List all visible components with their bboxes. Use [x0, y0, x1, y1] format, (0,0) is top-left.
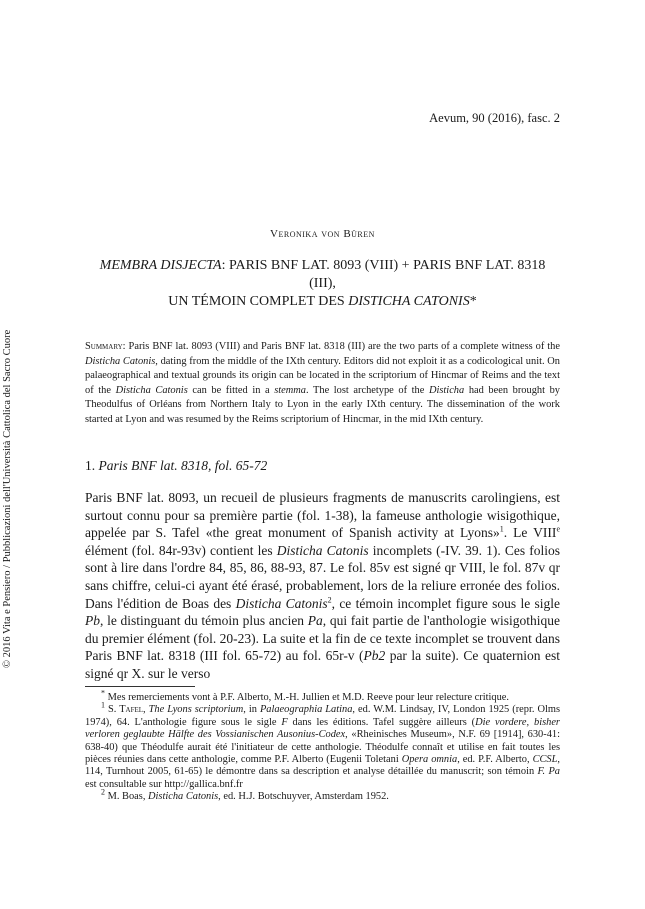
section-heading	[85, 458, 267, 474]
superscript: e	[556, 524, 560, 534]
journal-citation: Aevum, 90 (2016), fasc. 2	[429, 111, 560, 125]
body-text: , qui fait partie de l'anthologie wisigothique du premier élément (fol. 20-23). La suite et la fin de ce texte incomplet se trouvent dans Paris BNF lat. 8318 (III fol. 65-72) au fol. 65r-v (	[85, 613, 560, 664]
footnote-text: dans les éditions. Tafel suggère ailleurs (	[287, 716, 476, 728]
body-italic: Pa	[307, 613, 323, 629]
footnote-text: S. Tafel,	[105, 704, 149, 716]
footnote-italic: F. Pa	[537, 766, 560, 778]
footnote-italic: Palaeographia Latina	[259, 704, 353, 716]
footnote-italic: F	[281, 716, 288, 728]
section-title: Paris BNF lat. 8318, fol. 65-72	[98, 458, 268, 473]
body-text: par la suite). Ce quaternion est signé qr X. sur le verso	[85, 648, 560, 681]
summary-italic: Disticha Catonis	[85, 355, 156, 367]
summary-label: Summary:	[85, 341, 126, 352]
footnote-text: , ed. H.J. Botschuyver, Amsterdam 1952.	[218, 791, 389, 803]
title-italic-membra: MEMBRA DISJECTA	[99, 258, 222, 273]
body-italic: Disticha Catonis	[235, 595, 328, 611]
footnote-text: Mes remerciements vont à P.F. Alberto, M.-H. Jullien et M.D. Reeve pour leur relecture critique.	[105, 692, 510, 703]
footnote-star	[85, 688, 560, 704]
body-text: Paris BNF lat. 8093, un recueil de plusieurs fragments de manuscrits carolingiens, est surtout connu pour sa première partie (fol. 1-38), la fameuse anthologie wisigothique, appelée par S. Tafel «the great monument of Spanish activity at Lyons»	[85, 490, 560, 541]
summary-abstract	[85, 340, 560, 428]
body-text: . Le VIII	[503, 525, 557, 541]
body-text: , ce témoin incomplet figure sous le sigle	[331, 595, 560, 611]
body-text: incomplets (-IV. 39. 1). Ces folios sont à lire dans l'ordre 84, 85, 86, 88-93, 87. Le fol. 85v est signé qr VIII, le fol. 87v qr sans chiffre, celui-ci ayant été érasé, probablement, lors de la reliure erronée des folios. Dans l'édition de Boas des	[85, 542, 560, 611]
footnote-text: M. Boas,	[105, 791, 149, 803]
footnote-text: , in	[243, 704, 260, 716]
title-part-1: : PARIS BNF LAT. 8093 (VIII) + PARIS BNF LAT. 8318 (III),	[221, 258, 546, 291]
footnote-text: , «Rheinisches Museum», N.F. 69 [1914], 630-41: 638-40) que Théodulfe aurait été l'initiateur de cette anthologie. Théodulfe connaît et utilise en fait toutes les pièces réunies dans cette anthologie, comme P.F. Alberto (Eugenii Toletani	[85, 729, 560, 766]
summary-text: had been brought by Theodulfus of Orléans from Northern Italy to Lyon in the early IXth century. The dissemination of the work started at Lyon and was resumed by the Reims scriptorium of Hincmar, in the mid IXth century.	[85, 384, 560, 425]
footnote-text: , ed. W.M. Lindsay, IV, London 1925 (repr. Olms 1974), 64. L'anthologie figure sous le sigle	[85, 704, 560, 728]
body-text: , le distinguant du témoin plus ancien	[100, 613, 308, 629]
summary-text: . The lost archetype of the	[306, 384, 429, 396]
footnote-italic: The Lyons scriptorium	[148, 704, 244, 716]
body-italic: Pb	[85, 613, 100, 629]
footnote-italic: CCSL	[532, 754, 558, 766]
summary-text: can be fitted in a	[187, 384, 275, 396]
section-number: 1.	[85, 458, 99, 473]
footnote-italic: Disticha Catonis	[148, 791, 219, 803]
title-part-2: UN TÉMOIN COMPLET DES	[168, 294, 349, 309]
footnote-text: , ed. P.F. Alberto,	[457, 754, 533, 766]
footnote-text: est consultable sur http://gallica.bnf.fr	[85, 778, 243, 790]
summary-text: Paris BNF lat. 8093 (VIII) and Paris BNF lat. 8318 (III) are the two parts of a complete witness of the	[125, 341, 560, 352]
article-author: Veronika von Büren	[270, 228, 375, 240]
summary-italic: Disticha	[428, 384, 465, 396]
footnote-mark: *	[101, 688, 105, 698]
summary-italic: Disticha Catonis	[115, 384, 188, 396]
footnote-2	[85, 787, 560, 803]
title-italic-disticha: DISTICHA CATONIS	[348, 294, 470, 309]
footnote-italic: Die vordere, bisher verloren geglaubte Hälfte des Vossianischen Ausonius-Codex	[85, 716, 560, 741]
footnote-ref: 1	[499, 524, 504, 534]
copyright-text: © 2016 Vita e Pensiero / Pubblicazioni dell'Università Cattolica del Sacro Cuore	[2, 329, 13, 668]
footnote-mark: 1	[101, 700, 105, 710]
body-text: élément (fol. 84r-93v) contient les	[85, 542, 277, 558]
body-italic: Pb2	[363, 648, 386, 664]
summary-italic: stemma	[274, 384, 306, 396]
footnote-text: , 114, Turnhout 2005, 61-65) le démontre dans sa description et analyse détaillée du manuscrit; son témoin	[85, 754, 561, 778]
footnote-ref: 2	[327, 595, 332, 605]
article-title	[85, 257, 560, 311]
footnote-italic: Opera omnia	[401, 754, 458, 766]
footnote-mark: 2	[101, 787, 105, 797]
summary-text: , dating from the middle of the IXth century. Editors did not exploit it as a codicological unit. On palaeographical and textual grounds its origin can be located in the scriptorium of Hincmar of Reims and the text of the	[85, 355, 560, 396]
title-footnote-mark: *	[469, 294, 477, 309]
body-italic: Disticha Catonis	[276, 542, 369, 558]
footnote-1	[85, 700, 561, 791]
footnote-divider	[85, 686, 195, 687]
footnotes	[85, 688, 561, 804]
body-paragraph	[85, 489, 560, 683]
